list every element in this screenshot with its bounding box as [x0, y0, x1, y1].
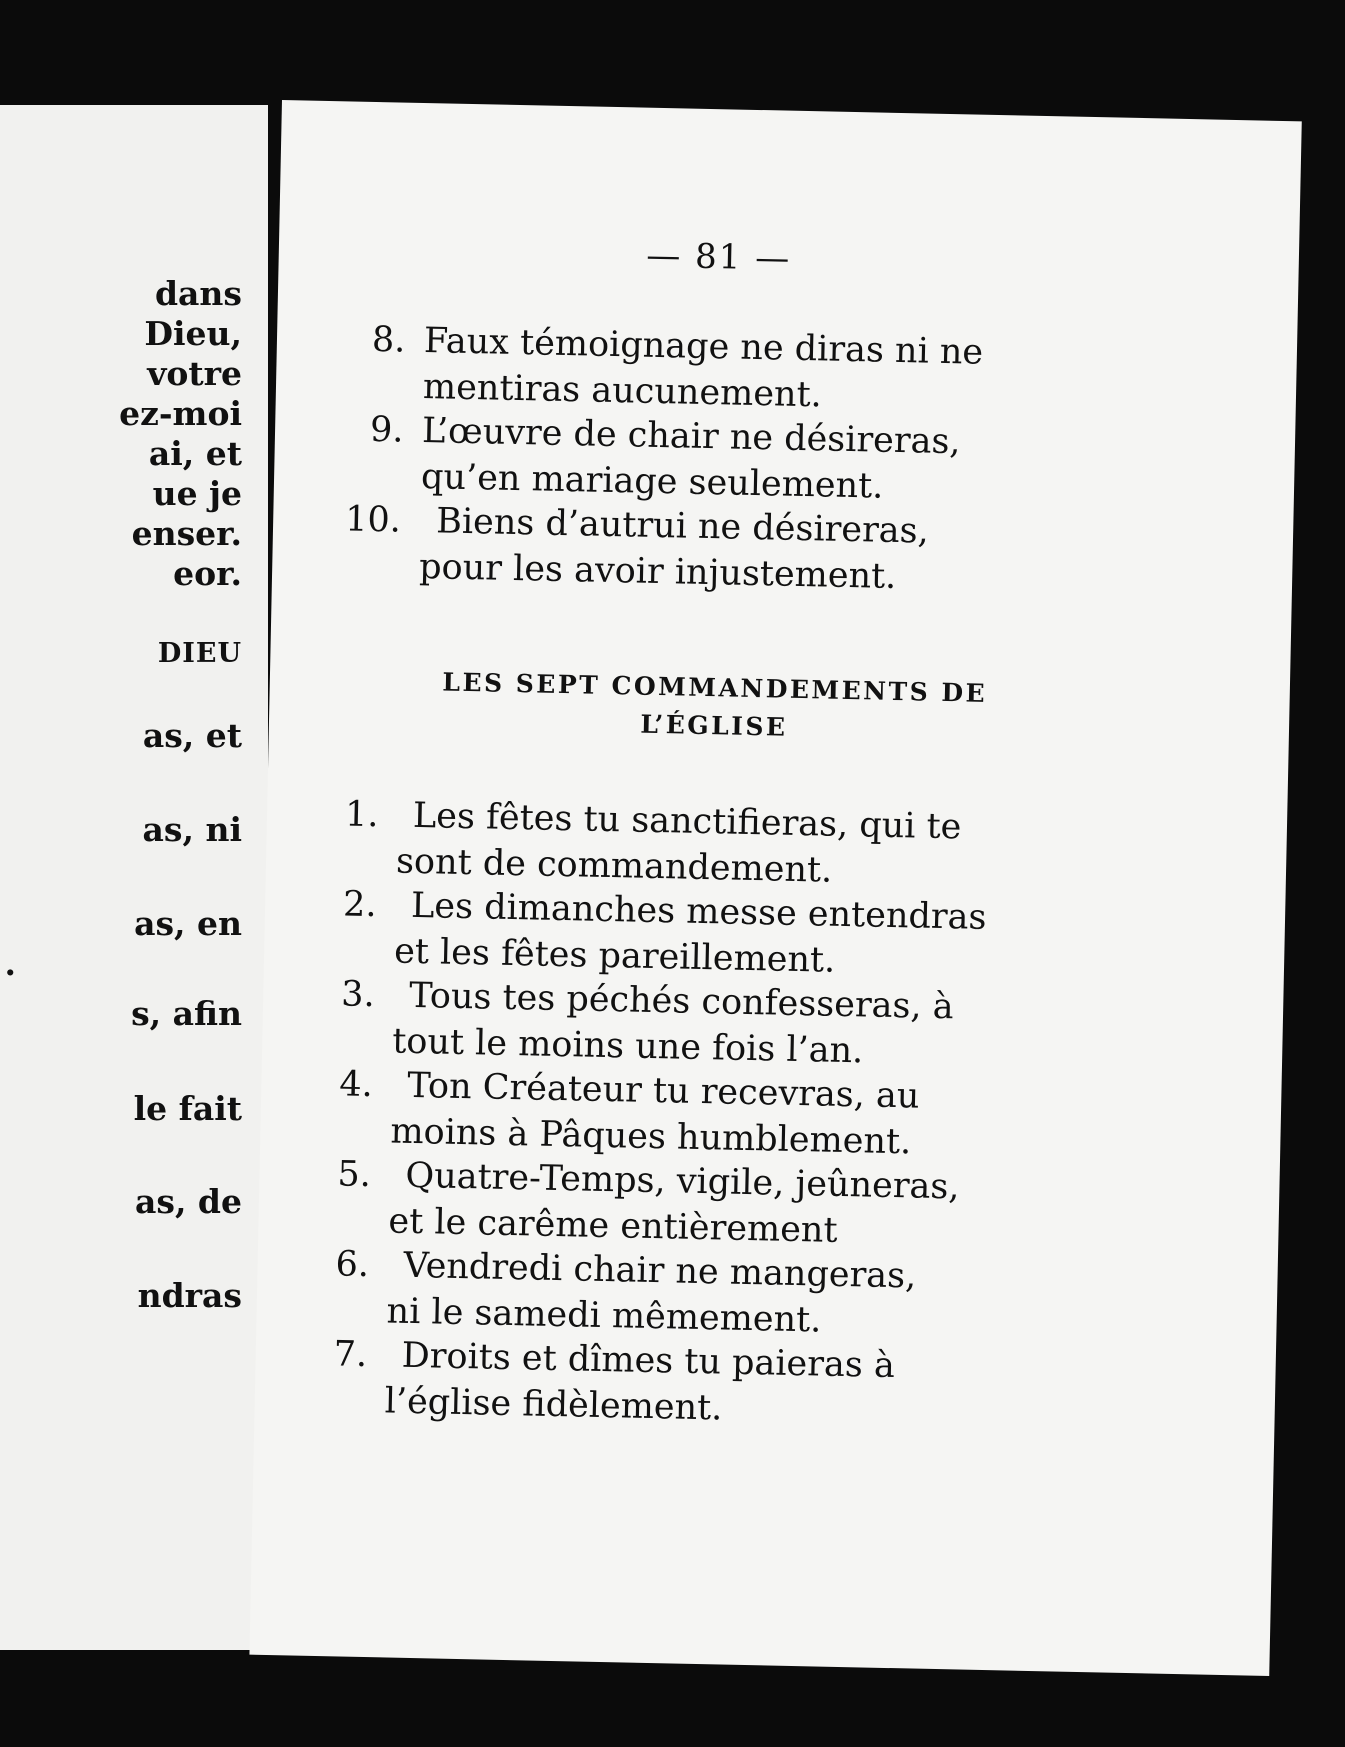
item-line: mentiras aucunement.	[422, 367, 823, 416]
list-item	[254, 1330, 1276, 1447]
item-text	[419, 498, 1061, 603]
item-line: et le carême entièrement	[388, 1201, 838, 1251]
item-line: Les dimanches messe entendras	[410, 885, 987, 938]
left-text-line: .	[4, 944, 16, 983]
item-number: 7.	[333, 1334, 368, 1376]
left-text-line: ndras	[137, 1276, 242, 1315]
item-text	[386, 1242, 1028, 1347]
item-text	[394, 883, 1036, 988]
item-line: pour les avoir injustement.	[418, 546, 897, 597]
item-line: sont de commandement.	[395, 841, 833, 891]
item-line: Biens d’autrui ne désireras,	[435, 501, 930, 552]
item-text	[384, 1332, 1026, 1437]
item-line: Quatre-Temps, vigile, jeûneras,	[405, 1155, 960, 1208]
item-text	[423, 318, 1065, 423]
heading-line: L’ÉGLISE	[640, 709, 788, 742]
item-line: tout le moins une fois l’an.	[391, 1021, 864, 1072]
page-number: — 81 —	[645, 235, 792, 279]
left-text-line: eor.	[173, 554, 242, 593]
left-page	[0, 105, 268, 1650]
left-text-line: as, en	[134, 904, 242, 943]
item-line: ni le samedi mêmement.	[386, 1291, 822, 1341]
item-number: 8.	[371, 319, 406, 361]
right-page	[249, 100, 1301, 1676]
left-text-line: ez-moi	[119, 394, 242, 433]
left-text-line: s, afin	[131, 994, 242, 1033]
left-text-line: enser.	[131, 514, 242, 553]
item-number: 5.	[337, 1154, 372, 1196]
item-text	[390, 1063, 1032, 1168]
item-line: Faux témoignage ne diras ni ne	[423, 321, 984, 373]
section-heading	[394, 662, 1035, 751]
item-number: 10.	[344, 499, 402, 541]
item-line: Les fêtes tu sanctifieras, qui te	[412, 795, 962, 848]
heading-line: LES SEPT COMMANDEMENTS DE	[442, 667, 988, 708]
item-text	[388, 1152, 1030, 1257]
item-number: 2.	[342, 884, 377, 926]
item-line: L’œuvre de chair ne désireras,	[421, 411, 961, 463]
item-line: qu’en mariage seulement.	[420, 457, 884, 507]
item-text	[396, 793, 1038, 898]
item-line: l’église fidèlement.	[384, 1381, 723, 1429]
item-line: moins à Pâques humblement.	[390, 1111, 912, 1163]
left-text-line: Dieu,	[144, 314, 242, 353]
item-line: Vendredi chair ne mangeras,	[403, 1245, 917, 1297]
item-line: Droits et dîmes tu paieras à	[401, 1335, 896, 1387]
left-text-line: votre	[147, 354, 242, 393]
item-number: 6.	[335, 1244, 370, 1286]
item-number: 1.	[344, 794, 379, 836]
item-text	[392, 973, 1034, 1078]
list-item	[272, 495, 1294, 612]
decalogue-list	[277, 315, 1297, 597]
left-text-line: le fait	[133, 1089, 242, 1128]
left-text-line: dans	[154, 274, 242, 313]
item-line: Ton Créateur tu recevras, au	[406, 1065, 920, 1117]
item-line: Tous tes péchés confesseras, à	[408, 975, 955, 1028]
left-text-line: as, ni	[142, 810, 242, 849]
item-text	[421, 408, 1063, 513]
item-number: 9.	[369, 409, 404, 451]
item-line: et les fêtes pareillement.	[393, 931, 836, 981]
item-number: 4.	[338, 1064, 374, 1106]
left-heading-fragment: DIEU	[157, 638, 242, 669]
left-text-line: ue je	[152, 474, 242, 513]
church-commandments-list	[268, 790, 1288, 1429]
left-text-line: as, de	[134, 1182, 242, 1221]
item-number: 3.	[340, 974, 376, 1016]
left-text-line: as, et	[142, 716, 242, 755]
left-text-line: ai, et	[148, 434, 242, 473]
